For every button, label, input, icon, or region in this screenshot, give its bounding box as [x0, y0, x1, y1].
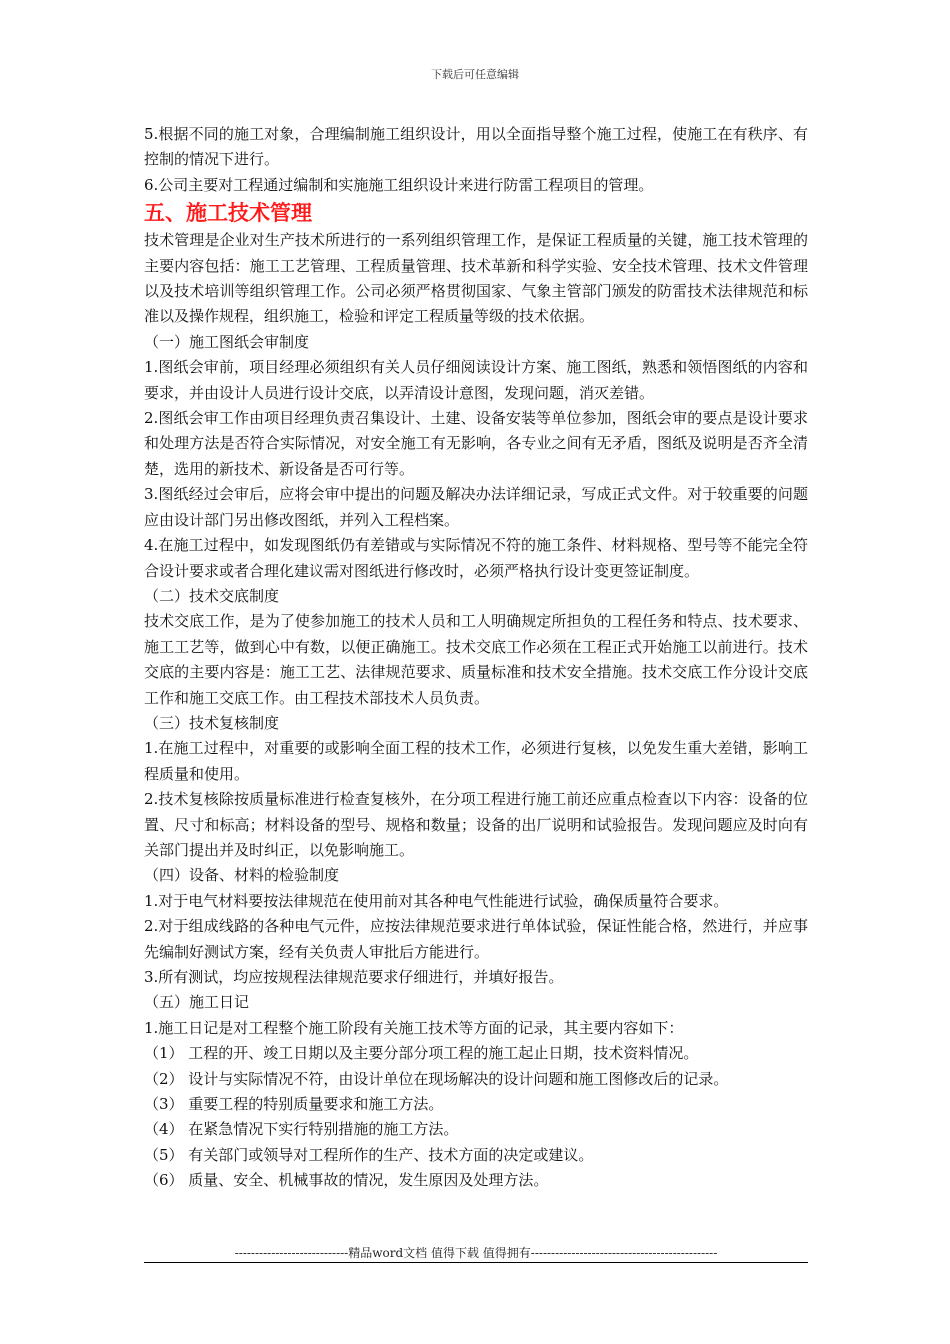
paragraph-5-1: 1.施工日记是对工程整个施工阶段有关施工技术等方面的记录，其主要内容如下： [144, 1018, 684, 1037]
paragraph-1-3: 3.图纸经过会审后，应将会审中提出的问题及解决办法详细记录，写成正式文件。对于较重要的问题应由设计部门另出修改图纸，并列入工程档案。 [144, 485, 808, 529]
list-item: （4） 在紧急情况下实行特别措施的施工方法。 [144, 1120, 459, 1139]
paragraph-1-1: 1.图纸会审前，项目经理必须组织有关人员仔细阅读设计方案、施工图纸，熟悉和领悟图纸的内容和要求，并由设计人员进行设计交底，以弄清设计意图，发现问题，消灭差错。 [144, 358, 808, 402]
intro-paragraph: 技术管理是企业对生产技术所进行的一系列组织管理工作，是保证工程质量的关键，施工技术管理的主要内容包括：施工工艺管理、工程质量管理、技术革新和科学实验、安全技术管理、技术文件管理以及技术培训等组织管理工作。公司必须严格贯彻国家、气象主管部门颁发的防雷技术法律规范和标准以及操作规程，组织施工，检验和评定工程质量等级的技术依据。 [144, 231, 808, 326]
list-item: （3） 重要工程的特别质量要求和施工方法。 [144, 1095, 444, 1114]
document-body [144, 122, 808, 1194]
section-heading: 五、施工技术管理 [144, 200, 312, 226]
paragraph-3-1: 1.在施工过程中，对重要的或影响全面工程的技术工作，必须进行复核，以免发生重大差错，影响工程质量和使用。 [144, 739, 808, 783]
page-footer: ----------------------------精品word文档 值得下载 值得拥有---------------------------------------------- [234, 1246, 718, 1260]
footer-divider [144, 1262, 808, 1263]
paragraph-4-2: 2.对于组成线路的各种电气元件，应按法律规范要求进行单体试验，保证性能合格，然进行，并应事先编制好测试方案，经有关负责人审批后方能进行。 [144, 917, 808, 961]
list-item: （5） 有关部门或领导对工程所作的生产、技术方面的决定或建议。 [144, 1145, 594, 1164]
list-item: （6） 质量、安全、机械事故的情况，发生原因及处理方法。 [144, 1171, 549, 1190]
paragraph-item-6: 6.公司主要对工程通过编制和实施施工组织设计来进行防雷工程项目的管理。 [144, 175, 654, 194]
subsection-heading-1: （一）施工图纸会审制度 [144, 332, 310, 351]
paragraph-4-3: 3.所有测试，均应按规程法律规范要求仔细进行，并填好报告。 [144, 968, 564, 986]
list-item: （2） 设计与实际情况不符，由设计单位在现场解决的设计问题和施工图修改后的记录。 [144, 1069, 729, 1088]
paragraph-4-1: 1.对于电气材料要按法律规范在使用前对其各种电气性能进行试验，确保质量符合要求。 [144, 891, 729, 910]
subsection-heading-5: （五）施工日记 [144, 993, 250, 1012]
page-header: 下载后可任意编辑 [431, 68, 519, 81]
list-item: （1） 工程的开、竣工日期以及主要分部分项工程的施工起止日期，技术资料情况。 [144, 1044, 699, 1063]
subsection-heading-4: （四）设备、材料的检验制度 [144, 866, 340, 885]
paragraph-3-2: 2.技术复核除按质量标准进行检查复核外，在分项工程进行施工前还应重点检查以下内容：设备的位置、尺寸和标高；材料设备的型号、规格和数量；设备的出厂说明和试验报告。发现问题应及时向有关部门提出并及时纠正，以免影响施工。 [144, 790, 808, 859]
paragraph-1-4: 4.在施工过程中，如发现图纸仍有差错或与实际情况不符的施工条件、材料规格、型号等不能完全符合设计要求或者合理化建议需对图纸进行修改时，必须严格执行设计变更签证制度。 [144, 536, 808, 580]
paragraph-1-2: 2.图纸会审工作由项目经理负责召集设计、土建、设备安装等单位参加，图纸会审的要点是设计要求和处理方法是否符合实际情况，对安全施工有无影响，各专业之间有无矛盾，图纸及说明是否齐全清楚，选用的新技术、新设备是否可行等。 [144, 409, 808, 478]
subsection-heading-3: （三）技术复核制度 [144, 713, 280, 732]
subsection-heading-2: （二）技术交底制度 [144, 586, 280, 605]
paragraph-item-5: 5.根据不同的施工对象，合理编制施工组织设计，用以全面指导整个施工过程，使施工在有秩序、有控制的情况下进行。 [144, 125, 808, 169]
paragraph-2-1: 技术交底工作，是为了使参加施工的技术人员和工人明确规定所担负的工程任务和特点、技术要求、施工工艺等，做到心中有数，以便正确施工。技术交底工作必须在工程正式开始施工以前进行。技术交底的主要内容是：施工工艺、法律规范要求、质量标准和技术安全措施。技术交底工作分设计交底工作和施工交底工作。由工程技术部技术人员负责。 [144, 612, 808, 707]
